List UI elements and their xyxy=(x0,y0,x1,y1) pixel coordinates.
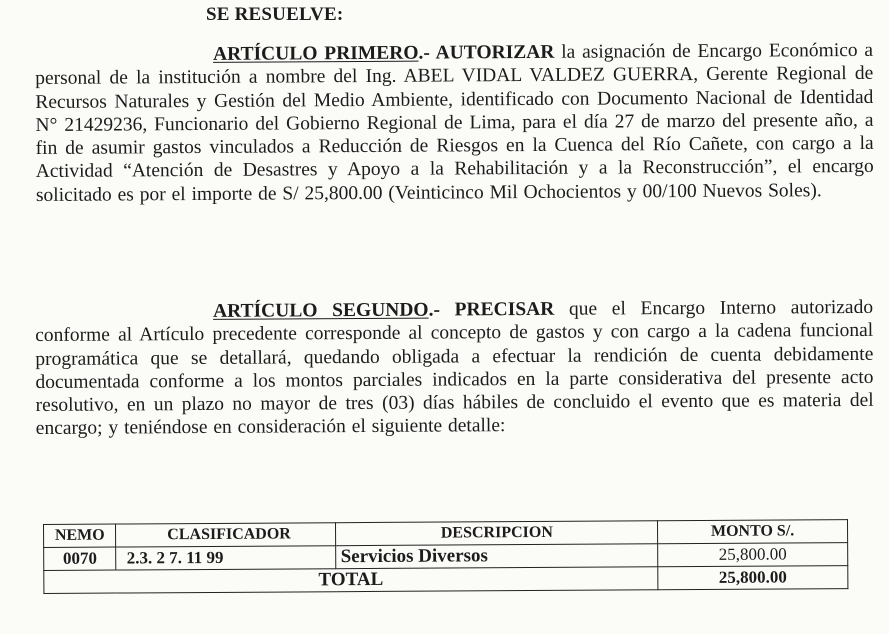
header-descripcion: DESCRIPCION xyxy=(336,521,658,546)
articulo-segundo-paragraph xyxy=(35,296,874,441)
articulo-segundo-text: que el Encargo Interno autorizado conforme al Artículo precedente corresponde al concepto de gastos y con cargo a la cadena funcional programática que se detallará, quedando obligada a efectuar la rendición de cuenta debidamente documentada conforme a los montos parciales indicados en la parte considerativa del presente acto resolutivo, en un plazo no mayor de tres (03) días hábiles de concluido el evento que es materia del encargo; y teniéndose en consideración el siguiente detalle: xyxy=(35,296,874,440)
resolution-heading: SE RESUELVE: xyxy=(206,4,344,25)
articulo-segundo-verb: PRECISAR xyxy=(454,298,555,321)
cell-descripcion: Servicios Diversos xyxy=(336,544,658,569)
total-label: TOTAL xyxy=(44,567,658,594)
paragraph-indent xyxy=(35,60,213,61)
detail-table xyxy=(43,519,848,594)
articulo-primero-separator: .- xyxy=(418,42,436,64)
cell-monto: 25,800.00 xyxy=(658,543,848,567)
header-monto: MONTO S/. xyxy=(658,520,848,544)
articulo-primero-label: ARTÍCULO PRIMERO xyxy=(213,42,419,65)
paragraph-indent xyxy=(35,317,213,318)
articulo-primero-text: la asignación de Encargo Económico a personal de la institución a nombre del Ing. ABEL VIDAL VALDEZ GUERRA, Gerente Regional de Recursos Naturales y Gestión del Medio Ambiente, identificado con Documento Nacional de Identidad N° 21429236, Funcionario del Gobierno Regional de Lima, para el día 27 de marzo del presente año, a fin de asumir gastos vinculados a Reducción de Riesgos en la Cuenca del Río Cañete, con cargo a la Actividad “Atención de Desastres y Apoyo a la Rehabilitación y a la Reconstrucción”, el encargo solicitado es por el importe de S/ 25,800.00 (Veinticinco Mil Ochocientos y 00/100 Nuevos Soles). xyxy=(35,39,874,206)
articulo-primero-verb: AUTORIZAR xyxy=(435,41,555,64)
header-clasificador: CLASIFICADOR xyxy=(116,523,336,547)
table-total-row xyxy=(44,566,848,594)
articulo-primero-paragraph xyxy=(35,39,874,207)
articulo-segundo-separator: .- xyxy=(428,299,455,321)
articulo-segundo-label: ARTÍCULO SEGUNDO xyxy=(213,299,429,322)
cell-clasificador: 2.3. 2 7. 11 99 xyxy=(116,546,336,570)
total-value: 25,800.00 xyxy=(658,566,848,590)
cell-nemo: 0070 xyxy=(44,547,117,570)
header-nemo: NEMO xyxy=(44,524,117,547)
